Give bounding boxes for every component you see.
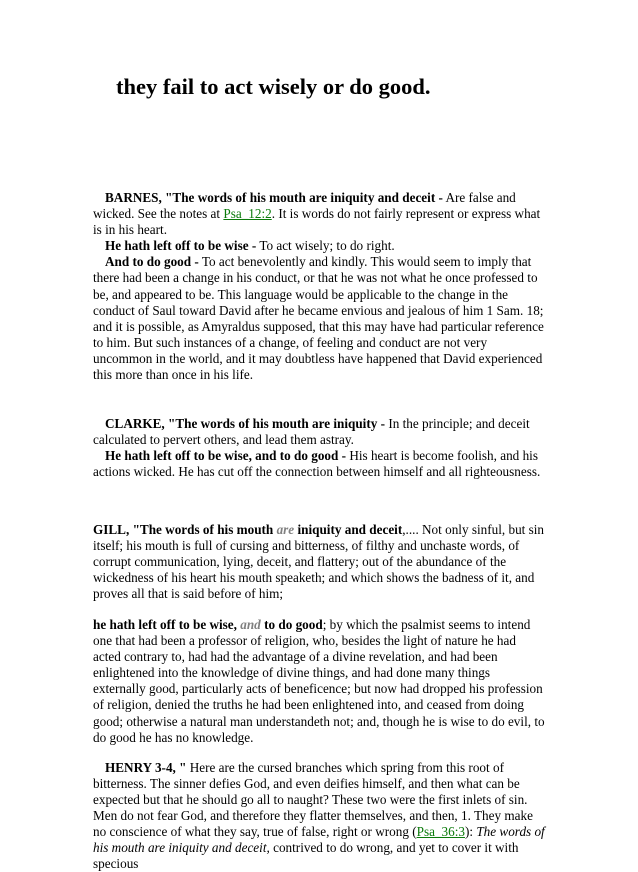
henry-italic-quote: The words of his mouth are iniquity and deceit, (93, 824, 545, 856)
barnes-paragraph-3 (93, 254, 545, 383)
barnes-p2-text: To act wisely; to do right. (256, 238, 395, 254)
henry-text-1: Here are the cursed branches which spring from this root of bitterness. The sinner defies God, and even deifies himself, and then what can be expected but that he should go all to naught? These two were the first inlets of sin. Men do not fear God, and therefore they flatter themselves, and then, 1. They make no conscience of what they say, true of false, right or wrong ( (93, 759, 533, 840)
barnes-scripture-link[interactable]: Psa_12:2 (223, 206, 272, 222)
clarke-lead: CLARKE, "The words of his mouth are iniquity - (105, 416, 386, 432)
clarke-p2-lead: He hath left off to be wise, and to do good - (105, 448, 347, 464)
barnes-p2-lead: He hath left off to be wise - (105, 238, 257, 254)
clarke-paragraph-1 (93, 416, 545, 448)
henry-paragraph-1 (93, 760, 545, 872)
barnes-p3-lead: And to do good - (105, 254, 199, 270)
gill-p2-and: and (240, 616, 261, 632)
gill-p2-lead-b: to do good (260, 616, 323, 632)
barnes-paragraph-2 (93, 238, 545, 254)
henry-text-3: contrived to do wrong, and yet to cover it with specious (93, 840, 519, 872)
henry-scripture-link[interactable]: Psa_36:3 (416, 824, 465, 840)
page-heading: they fail to act wisely or do good. (116, 74, 431, 99)
gill-text-1: ,.... Not only sinful, but sin itself; his mouth is full of cursing and bitterness, of filthy and unchaste words, of corrupt communication, lying, deceit, and flattery; out of the abundance of the wickedness of his heart his mouth speaketh; and which shows the badness of it, and proves all that is said before of him; (93, 521, 545, 601)
commentary-body (93, 190, 545, 872)
gill-paragraph-1 (93, 522, 545, 602)
clarke-text-1: In the principle; and deceit calculated to pervert others, and lead them astray. (93, 416, 530, 448)
henry-lead: HENRY 3-4, " (105, 759, 187, 775)
barnes-p3-text: To act benevolently and kindly. This would seem to imply that there had been a change in his conduct, or that he was not what he once professed to be, and appeared to be. This language would be applicable to the change in the conduct of Saul toward David after he became envious and jealous of him 1 Sam. 18; and it is possible, as Amyraldus supposed, that this may have had particular reference to him. But such instances of a change, of feeling and conduct are not very uncommon in the world, and it may doubtless have happened that David experienced this more than once in his life. (93, 254, 544, 383)
section-spacer (93, 481, 545, 522)
gill-paragraph-2 (93, 617, 545, 746)
barnes-lead: BARNES, "The words of his mouth are iniquity and deceit - (105, 190, 443, 205)
gill-p2-lead-a: he hath left off to be wise, (93, 616, 241, 632)
barnes-paragraph-1 (93, 190, 545, 238)
barnes-text-1: Are false and wicked. See the notes at (93, 190, 516, 222)
section-spacer (93, 383, 545, 416)
clarke-p2-text: His heart is become foolish, and his actions wicked. He has cut off the connection between himself and all righteousness. (93, 448, 541, 480)
gill-lead-are: are (276, 521, 295, 537)
clarke-paragraph-2 (93, 448, 545, 480)
paragraph-spacer (93, 602, 545, 617)
section-spacer (93, 746, 545, 760)
gill-p2-text: ; by which the psalmist seems to intend one that had been a professor of religion, who, besides the light of nature he had acted contrary to, had had the advantage of a divine revelation, and had been enlightened into the knowledge of divine things, and had done many things externally good, particularly acts of beneficence; but now had dropped his profession of religion, denied the truths he had been enlightened into, and ceased from doing good; otherwise a natural man understandeth not; and, though he is wise to do evil, to do good he has no knowledge. (93, 616, 545, 745)
gill-lead-a: GILL, "The words of his mouth (93, 521, 277, 537)
henry-text-2: ): (464, 824, 477, 840)
barnes-text-2: . It is words do not fairly represent or express what is in his heart. (93, 206, 541, 238)
gill-lead-b: iniquity and deceit (294, 521, 403, 537)
